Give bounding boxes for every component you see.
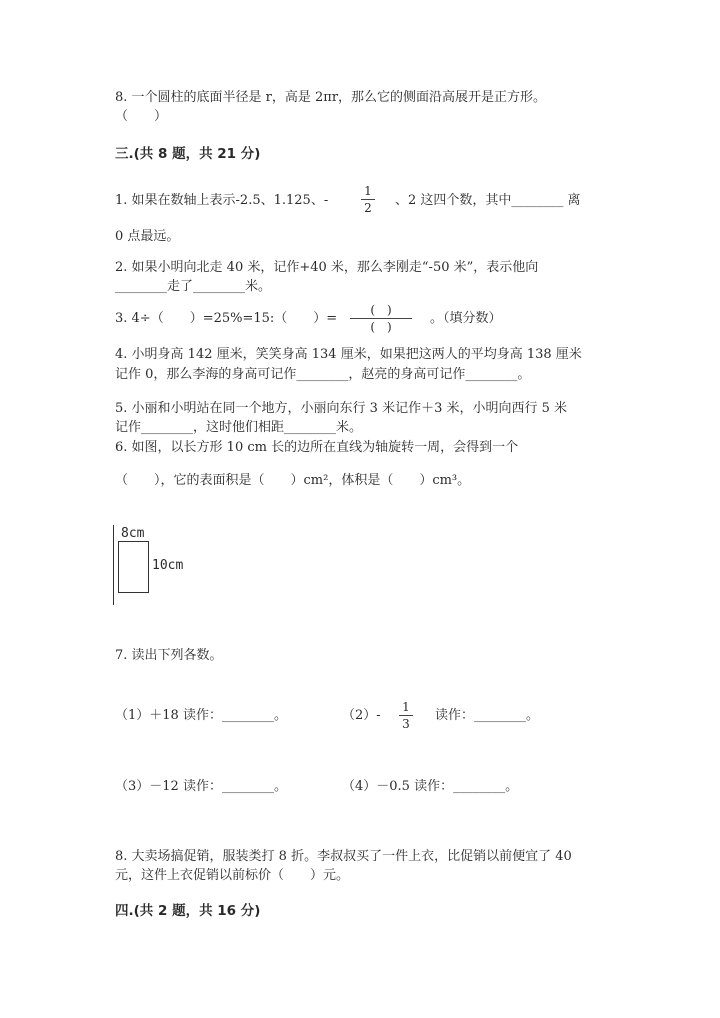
q7-part4: （4）－0.5 读作：________。 [342,779,519,794]
q4-line2: 记作 0，那么李海的身高可记作________，赵亮的身高可记作________。 [115,367,531,382]
q8-line1: 8. 大卖场搞促销，服装类打 8 折。李叔叔买了一件上衣，比促销以前便宜了 40 [115,849,572,864]
section-3-title: 三.(共 8 题，共 21 分) [115,146,261,162]
q3-frac-num: ( ) [370,303,392,317]
q6-line1: 6. 如图，以长方形 10 cm 长的边所在直线为轴旋转一周，会得到一个 [115,440,519,455]
q7-frac-den: 3 [402,717,410,731]
q7-fraction [399,700,413,731]
q3-frac-den: ( ) [370,320,392,334]
rectangle-shape [118,541,149,593]
q2-line1: 2. 如果小明向北走 40 米，记作+40 米，那么李刚走“-50 米”，表示他向 [115,260,539,275]
q8-prev-line1: 8. 一个圆柱的底面半径是 r，高是 2πr，那么它的侧面沿高展开是正方形。 [115,90,547,105]
q5-line2: 记作________，这时他们相距________米。 [115,420,363,435]
q1-frac-den: 2 [364,201,372,215]
q1-line2: 0 点最远。 [115,229,180,244]
q3-fraction [350,303,412,334]
q4-line1: 4. 小明身高 142 厘米，笑笑身高 134 厘米，如果把这两人的平均身高 138 厘米 [115,347,582,362]
q7-frac-num: 1 [402,700,410,714]
q1-frac-num: 1 [364,184,372,198]
q8-line2: 元，这件上衣促销以前标价（ ）元。 [115,868,350,883]
q7-part2-a: （2）- [342,708,381,723]
q3-line-b: 。（填分数） [430,311,502,326]
q7-part3: （3）－12 读作：________。 [115,779,287,794]
rotation-axis-line [113,525,114,605]
frac-bar [399,715,413,716]
q7-part1: （1）＋18 读作：________。 [115,708,287,723]
q5-line1: 5. 小丽和小明站在同一个地方，小丽向东行 3 米记作＋3 米，小明向西行 5 米 [115,401,568,416]
q1-line1-a: 1. 如果在数轴上表示-2.5、1.125、- [115,193,329,208]
q2-line2: ________走了________米。 [115,279,272,294]
q6-line2: （ ），它的表面积是（ ）cm²，体积是（ ）cm³。 [115,473,471,488]
frac-bar [350,318,412,319]
q3-line-a: 3. 4÷（ ）=25%=15:（ ）= [115,311,338,326]
q1-fraction [361,184,375,215]
q8-prev-answer-paren: （ ） [115,109,168,124]
label-height: 10cm [152,558,184,573]
q1-line1-b: 、2 这四个数，其中________ 离 [395,193,581,208]
q7-title: 7. 读出下列各数。 [115,648,223,663]
q7-part2-b: 读作：________。 [435,708,540,723]
section-4-title: 四.(共 2 题，共 16 分) [115,903,261,919]
frac-bar [361,199,375,200]
label-width: 8cm [121,526,145,541]
